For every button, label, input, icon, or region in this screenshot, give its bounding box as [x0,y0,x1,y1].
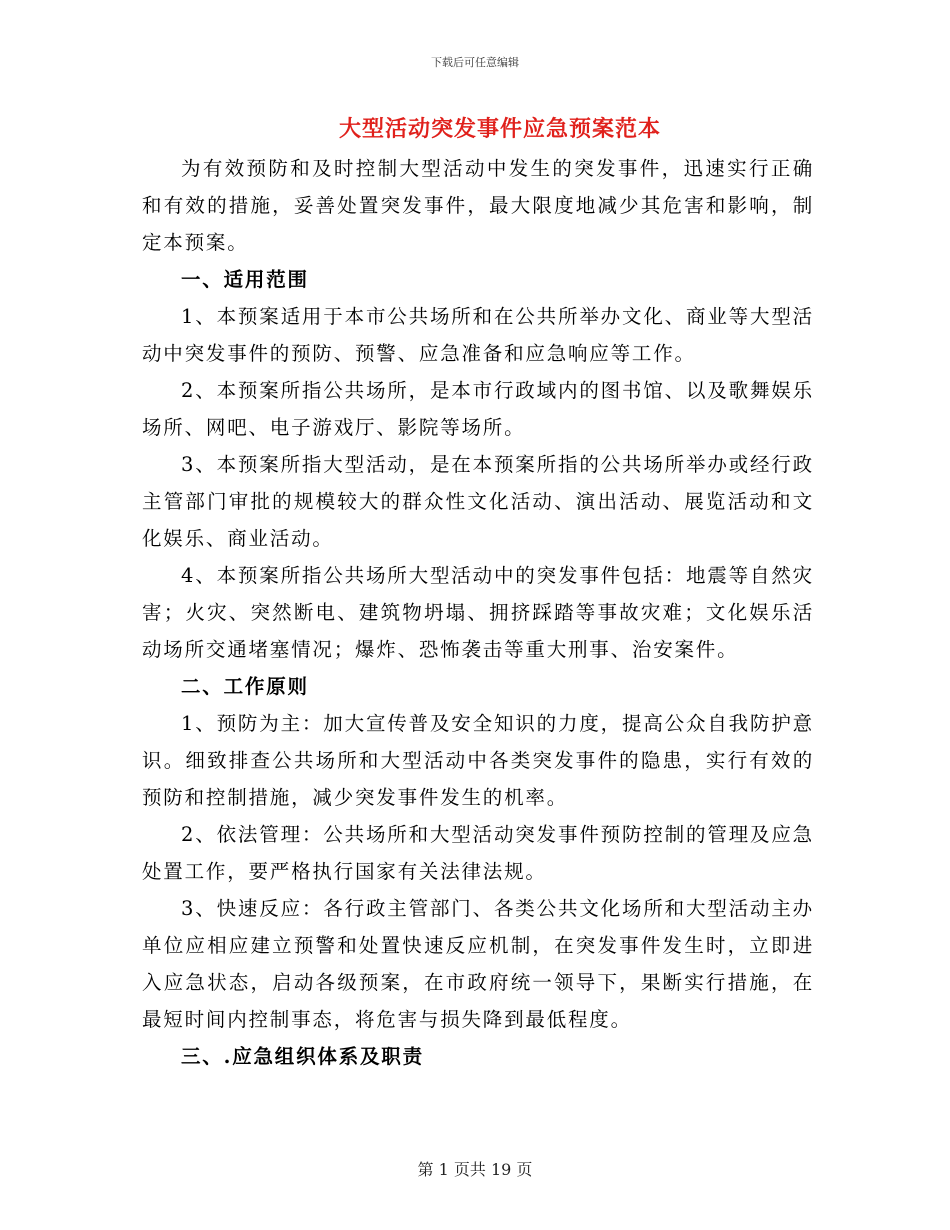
scope-paragraph-2: 2、本预案所指公共场所，是本市行政域内的图书馆、以及歌舞娱乐场所、网吧、电子游戏厅、影院等场所。 [142,379,814,439]
scope-paragraph-3: 3、本预案所指大型活动，是在本预案所指的公共场所举办或经行政主管部门审批的规模较大的群众性文化活动、演出活动、展览活动和文化娱乐、商业活动。 [142,453,814,550]
scope-paragraph-1: 1、本预案适用于本市公共场所和在公共所举办文化、商业等大型活动中突发事件的预防、预警、应急准备和应急响应等工作。 [142,305,814,365]
principles-paragraph-3: 3、快速反应：各行政主管部门、各类公共文化场所和大型活动主办单位应相应建立预警和处置快速反应机制，在突发事件发生时，立即进入应急状态，启动各级预案，在市政府统一领导下，果断实行措施，在最短时间内控制事态，将危害与损失降到最低程度。 [142,897,814,1031]
intro-paragraph: 为有效预防和及时控制大型活动中发生的突发事件，迅速实行正确和有效的措施，妥善处置突发事件，最大限度地减少其危害和影响，制定本预案。 [142,157,814,254]
section-heading-organization: 三、.应急组织体系及职责 [181,1045,424,1068]
section-heading-principles: 二、工作原则 [181,675,309,698]
principles-paragraph-1: 1、预防为主：加大宣传普及安全知识的力度，提高公众自我防护意识。细致排查公共场所和大型活动中各类突发事件的隐患，实行有效的预防和控制措施，减少突发事件发生的机率。 [142,712,814,809]
header-note: 下载后可任意编辑 [431,56,519,69]
section-heading-scope: 一、适用范围 [181,268,309,291]
document-body [142,150,814,1075]
principles-paragraph-2: 2、依法管理：公共场所和大型活动突发事件预防控制的管理及应急处置工作，要严格执行国家有关法律法规。 [142,823,814,883]
page-footer: 第 1 页共 19 页 [417,1160,533,1179]
scope-paragraph-4: 4、本预案所指公共场所大型活动中的突发事件包括：地震等自然灾害；火灾、突然断电、建筑物坍塌、拥挤踩踏等事故灾难；文化娱乐活动场所交通堵塞情况；爆炸、恐怖袭击等重大刑事、治安案件。 [142,564,814,661]
document-title: 大型活动突发事件应急预案范本 [338,116,661,142]
